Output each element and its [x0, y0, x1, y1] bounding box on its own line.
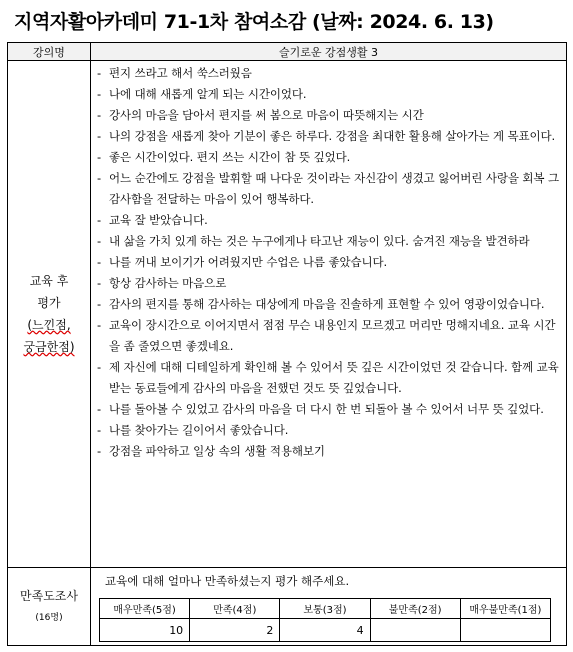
satisfaction-label	[8, 568, 91, 646]
rating-header-5: 매우만족(5점)	[100, 599, 190, 619]
comment-item: - 나에 대해 새롭게 알게 되는 시간이었다.	[95, 84, 562, 105]
comment-item: - 나의 강점을 새롭게 찾아 기분이 좋은 하루다. 강점을 최대한 활용해 살아가는 게 목표이다.	[95, 126, 562, 147]
comment-item: - 나를 찾아가는 길이어서 좋았습니다.	[95, 420, 562, 441]
page-title: 지역자활아카데미 71-1차 참여소감 (날짜: 2024. 6. 13)	[14, 11, 494, 33]
comment-item: - 좋은 시간이었다. 편지 쓰는 시간이 참 뜻 깊었다.	[95, 147, 562, 168]
rating-value-3: 4	[280, 619, 370, 642]
comment-item: - 제 자신에 대해 디테일하게 확인해 볼 수 있어서 뜻 깊은 시간이었던 것 같습니다. 함께 교육받는 동료들에게 감사의 마음을 전했던 것도 뜻 깊었습니다.	[95, 357, 562, 399]
rating-header-4: 만족(4점)	[190, 599, 280, 619]
header-lecture-name: 슬기로운 강점생활 3	[91, 43, 567, 61]
survey-table	[7, 42, 567, 646]
comment-list	[91, 61, 566, 462]
rating-header-2: 불만족(2점)	[370, 599, 460, 619]
comment-item: - 강사의 마음을 담아서 편지를 써 봄으로 마음이 따뜻해지는 시간	[95, 105, 562, 126]
evaluation-row	[8, 61, 567, 568]
rating-value-2	[370, 619, 460, 642]
rating-value-1	[460, 619, 550, 642]
satisfaction-count: (16명)	[35, 612, 63, 623]
evaluation-label-line3: (느낀점,	[27, 318, 71, 332]
comment-item: - 어느 순간에도 강점을 발휘할 때 나다운 것이라는 자신감이 생겼고 잃어버린 사랑을 회복 그 감사함을 전달하는 마음이 있어 행복하다.	[95, 168, 562, 210]
comment-item: - 편지 쓰라고 해서 쑥스러웠음	[95, 63, 562, 84]
comment-item: - 교육 잘 받았습니다.	[95, 210, 562, 231]
comment-item: - 나를 꺼내 보이기가 어려웠지만 수업은 나름 좋았습니다.	[95, 252, 562, 273]
comment-item: - 내 삶을 가치 있게 하는 것은 누구에게나 타고난 재능이 있다. 숨겨진 재능을 발견하라	[95, 231, 562, 252]
header-row	[8, 43, 567, 61]
comment-item: - 감사의 편지를 통해 감사하는 대상에게 마음을 진솔하게 표현할 수 있어 영광이었습니다.	[95, 294, 562, 315]
satisfaction-cell	[91, 568, 567, 646]
rating-header-1: 매우불만족(1점)	[460, 599, 550, 619]
satisfaction-question: 교육에 대해 얼마나 만족하셨는지 평가 해주세요.	[105, 574, 350, 588]
satisfaction-label-text: 만족도조사	[20, 588, 78, 603]
rating-header-3: 보통(3점)	[280, 599, 370, 619]
rating-value-row	[100, 619, 551, 642]
comment-item: - 항상 감사하는 마음으로	[95, 273, 562, 294]
rating-table	[99, 598, 551, 642]
rating-header-row	[100, 599, 551, 619]
comment-item: - 나를 돌아볼 수 있었고 감사의 마음을 더 다시 한 번 되돌아 볼 수 있어서 너무 뜻 깊었다.	[95, 399, 562, 420]
evaluation-label-line2: 평가	[37, 296, 61, 310]
rating-value-4: 2	[190, 619, 280, 642]
evaluation-comments	[91, 61, 567, 568]
comment-item: - 교육이 장시간으로 이어지면서 점점 무슨 내용인지 모르겠고 머리만 멍해지네요. 교육 시간을 좀 줄였으면 좋겠네요.	[95, 315, 562, 357]
rating-value-5: 10	[100, 619, 190, 642]
evaluation-label-line1: 교육 후	[29, 274, 69, 288]
comment-item: - 강점을 파악하고 일상 속의 생활 적용해보기	[95, 441, 562, 462]
evaluation-label-line4: 궁금한점)	[23, 340, 75, 354]
evaluation-label	[8, 61, 91, 568]
satisfaction-row	[8, 568, 567, 646]
header-lecture-label: 강의명	[8, 43, 91, 61]
